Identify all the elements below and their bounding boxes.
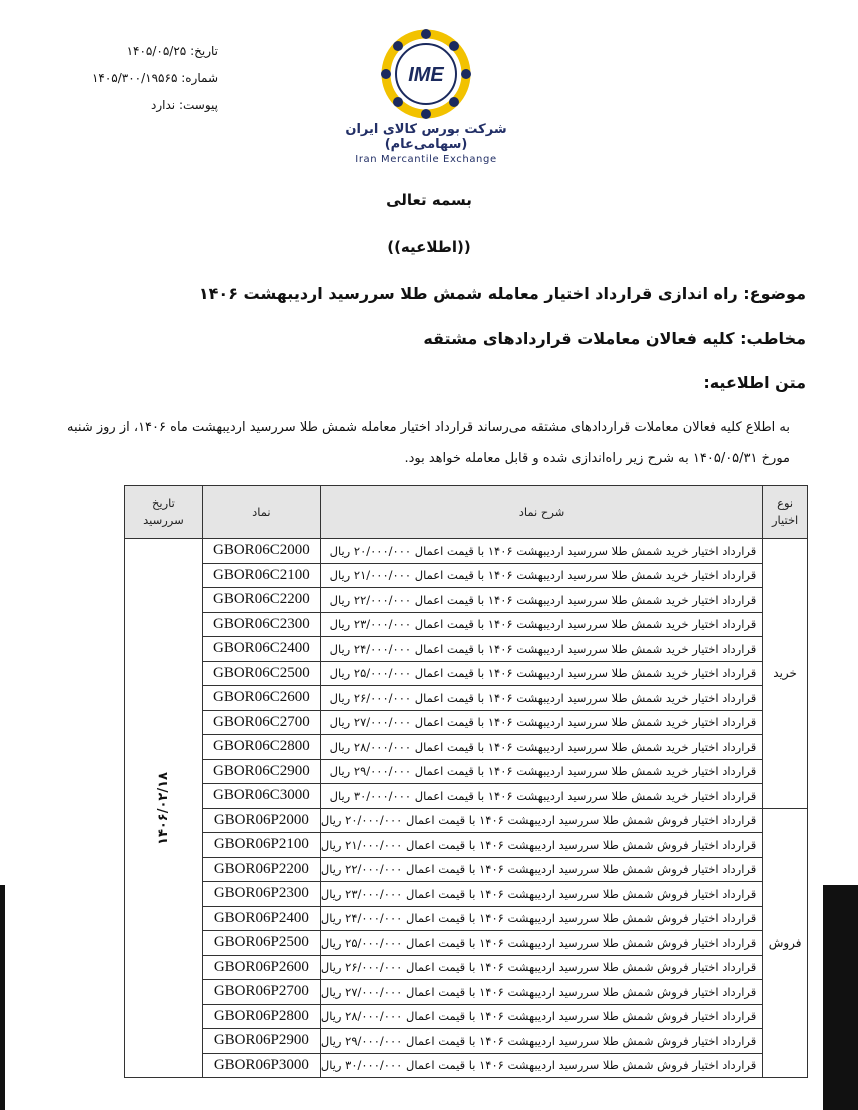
scan-edge-left	[0, 885, 5, 1110]
table-row	[125, 612, 808, 637]
description-cell: قرارداد اختیار فروش شمش طلا سررسید اردیبهشت ۱۴۰۶ با قیمت اعمال ۲۸/۰۰۰/۰۰۰ ریال	[320, 1004, 762, 1029]
description-cell: قرارداد اختیار خرید شمش طلا سررسید اردیبهشت ۱۴۰۶ با قیمت اعمال ۲۸/۰۰۰/۰۰۰ ریال	[320, 735, 762, 760]
table-row	[125, 539, 808, 564]
body-heading: متن اطلاعیه:	[703, 373, 806, 392]
symbol-cell: GBOR06P2400	[202, 906, 320, 931]
symbol-cell: GBOR06P2100	[202, 833, 320, 858]
description-cell: قرارداد اختیار فروش شمش طلا سررسید اردیبهشت ۱۴۰۶ با قیمت اعمال ۲۷/۰۰۰/۰۰۰ ریال	[320, 980, 762, 1005]
maturity-date: ۱۴۰۶/۰۲/۱۸	[155, 771, 171, 845]
table-row	[125, 1053, 808, 1078]
table-header-row	[125, 486, 808, 539]
description-cell: قرارداد اختیار فروش شمش طلا سررسید اردیبهشت ۱۴۰۶ با قیمت اعمال ۲۰/۰۰۰/۰۰۰ ریال	[320, 808, 762, 833]
description-cell: قرارداد اختیار فروش شمش طلا سررسید اردیبهشت ۱۴۰۶ با قیمت اعمال ۲۱/۰۰۰/۰۰۰ ریال	[320, 833, 762, 858]
symbol-cell: GBOR06C2700	[202, 710, 320, 735]
description-cell: قرارداد اختیار فروش شمش طلا سررسید اردیبهشت ۱۴۰۶ با قیمت اعمال ۲۴/۰۰۰/۰۰۰ ریال	[320, 906, 762, 931]
symbol-cell: GBOR06C2200	[202, 588, 320, 613]
table-row	[125, 784, 808, 809]
description-cell: قرارداد اختیار فروش شمش طلا سررسید اردیبهشت ۱۴۰۶ با قیمت اعمال ۳۰/۰۰۰/۰۰۰ ریال	[320, 1053, 762, 1078]
table-row	[125, 563, 808, 588]
description-cell: قرارداد اختیار خرید شمش طلا سررسید اردیبهشت ۱۴۰۶ با قیمت اعمال ۲۶/۰۰۰/۰۰۰ ریال	[320, 686, 762, 711]
header-option-type	[763, 486, 808, 539]
maturity-date-cell	[125, 539, 203, 1078]
table-row	[125, 857, 808, 882]
meta-attachment-value: ندارد	[151, 98, 176, 112]
table-row	[125, 710, 808, 735]
meta-date-value: ۱۴۰۵/۰۵/۲۵	[126, 44, 187, 58]
description-cell: قرارداد اختیار خرید شمش طلا سررسید اردیبهشت ۱۴۰۶ با قیمت اعمال ۲۵/۰۰۰/۰۰۰ ریال	[320, 661, 762, 686]
symbol-cell: GBOR06P2800	[202, 1004, 320, 1029]
header-description: شرح نماد	[320, 486, 762, 539]
table-row	[125, 759, 808, 784]
addressee-line: مخاطب: کلیه فعالان معاملات قراردادهای مشتقه	[423, 329, 806, 348]
header-maturity	[125, 486, 203, 539]
symbol-cell: GBOR06C2600	[202, 686, 320, 711]
symbol-cell: GBOR06P2200	[202, 857, 320, 882]
header-maturity-l1: تاریخ	[151, 496, 175, 510]
table-row	[125, 1029, 808, 1054]
symbol-cell: GBOR06P2000	[202, 808, 320, 833]
table-row	[125, 808, 808, 833]
symbol-cell: GBOR06C2500	[202, 661, 320, 686]
table-row	[125, 955, 808, 980]
symbol-cell: GBOR06C2800	[202, 735, 320, 760]
description-cell: قرارداد اختیار خرید شمش طلا سررسید اردیبهشت ۱۴۰۶ با قیمت اعمال ۲۲/۰۰۰/۰۰۰ ریال	[320, 588, 762, 613]
logo-mark-text: IME	[408, 64, 444, 86]
table-body	[125, 539, 808, 1078]
header-option-type-l1: نوع	[777, 496, 794, 510]
description-cell: قرارداد اختیار خرید شمش طلا سررسید اردیبهشت ۱۴۰۶ با قیمت اعمال ۲۳/۰۰۰/۰۰۰ ریال	[320, 612, 762, 637]
subject-line: موضوع: راه اندازی قرارداد اختیار معامله شمش طلا سررسید اردیبهشت ۱۴۰۶	[198, 284, 806, 303]
basmala: بسمه تعالی	[386, 191, 472, 209]
meta-number	[78, 65, 218, 92]
symbol-cell: GBOR06P2300	[202, 882, 320, 907]
meta-attachment	[78, 92, 218, 119]
symbol-cell: GBOR06C2000	[202, 539, 320, 564]
table-row	[125, 931, 808, 956]
meta-date-label: تاریخ:	[190, 44, 218, 58]
symbol-cell: GBOR06C2300	[202, 612, 320, 637]
symbol-cell: GBOR06P2900	[202, 1029, 320, 1054]
table-row	[125, 882, 808, 907]
description-cell: قرارداد اختیار فروش شمش طلا سررسید اردیبهشت ۱۴۰۶ با قیمت اعمال ۲۶/۰۰۰/۰۰۰ ریال	[320, 955, 762, 980]
scan-edge-right	[823, 885, 858, 1110]
description-cell: قرارداد اختیار خرید شمش طلا سررسید اردیبهشت ۱۴۰۶ با قیمت اعمال ۲۱/۰۰۰/۰۰۰ ریال	[320, 563, 762, 588]
description-cell: قرارداد اختیار خرید شمش طلا سررسید اردیبهشت ۱۴۰۶ با قیمت اعمال ۳۰/۰۰۰/۰۰۰ ریال	[320, 784, 762, 809]
table-row	[125, 1004, 808, 1029]
ime-emblem-icon	[380, 28, 472, 120]
description-cell: قرارداد اختیار فروش شمش طلا سررسید اردیبهشت ۱۴۰۶ با قیمت اعمال ۲۵/۰۰۰/۰۰۰ ریال	[320, 931, 762, 956]
header-option-type-l2: اختیار	[771, 513, 799, 527]
description-cell: قرارداد اختیار خرید شمش طلا سررسید اردیبهشت ۱۴۰۶ با قیمت اعمال ۲۹/۰۰۰/۰۰۰ ریال	[320, 759, 762, 784]
symbol-cell: GBOR06C2100	[202, 563, 320, 588]
symbol-cell: GBOR06P2600	[202, 955, 320, 980]
symbol-cell: GBOR06P3000	[202, 1053, 320, 1078]
symbol-cell: GBOR06P2500	[202, 931, 320, 956]
symbol-cell: GBOR06C3000	[202, 784, 320, 809]
description-cell: قرارداد اختیار خرید شمش طلا سررسید اردیبهشت ۱۴۰۶ با قیمت اعمال ۲۷/۰۰۰/۰۰۰ ریال	[320, 710, 762, 735]
header-symbol: نماد	[202, 486, 320, 539]
table-row	[125, 637, 808, 662]
symbol-cell: GBOR06C2900	[202, 759, 320, 784]
table-row	[125, 686, 808, 711]
company-logo	[318, 28, 534, 163]
company-name-fa: شرکت بورس کالای ایران (سهامی‌عام)	[345, 122, 507, 152]
letter-meta	[78, 38, 218, 119]
table-row	[125, 735, 808, 760]
meta-date	[78, 38, 218, 65]
option-type-cell: خرید	[763, 539, 808, 809]
notice-title: ((اطلاعیه))	[387, 238, 471, 256]
meta-attachment-label: پیوست:	[178, 98, 218, 112]
description-cell: قرارداد اختیار فروش شمش طلا سررسید اردیبهشت ۱۴۰۶ با قیمت اعمال ۲۳/۰۰۰/۰۰۰ ریال	[320, 882, 762, 907]
symbol-cell: GBOR06C2400	[202, 637, 320, 662]
options-table	[124, 485, 808, 1078]
meta-number-label: شماره:	[181, 71, 218, 85]
option-type-cell: فروش	[763, 808, 808, 1078]
description-cell: قرارداد اختیار فروش شمش طلا سررسید اردیبهشت ۱۴۰۶ با قیمت اعمال ۲۹/۰۰۰/۰۰۰ ریال	[320, 1029, 762, 1054]
notice-body: به اطلاع کلیه فعالان معاملات قراردادهای مشتقه می‌رساند قرارداد اختیار معامله شمش طلا سررسید اردیبهشت ماه ۱۴۰۶، از روز شنبه مورخ ۱۴۰۵/۰۵/۳۱ به شرح زیر راه‌اندازی شده و قابل معامله خواهد بود.	[67, 420, 790, 466]
table-row	[125, 833, 808, 858]
header-maturity-l2: سررسید	[143, 513, 184, 527]
company-name-en: Iran Mercantile Exchange	[355, 154, 497, 165]
description-cell: قرارداد اختیار فروش شمش طلا سررسید اردیبهشت ۱۴۰۶ با قیمت اعمال ۲۲/۰۰۰/۰۰۰ ریال	[320, 857, 762, 882]
table-row	[125, 980, 808, 1005]
description-cell: قرارداد اختیار خرید شمش طلا سررسید اردیبهشت ۱۴۰۶ با قیمت اعمال ۲۰/۰۰۰/۰۰۰ ریال	[320, 539, 762, 564]
table-row	[125, 588, 808, 613]
table-row	[125, 906, 808, 931]
table-row	[125, 661, 808, 686]
description-cell: قرارداد اختیار خرید شمش طلا سررسید اردیبهشت ۱۴۰۶ با قیمت اعمال ۲۴/۰۰۰/۰۰۰ ریال	[320, 637, 762, 662]
meta-number-value: ۱۴۰۵/۳۰۰/۱۹۵۶۵	[91, 71, 178, 85]
symbol-cell: GBOR06P2700	[202, 980, 320, 1005]
